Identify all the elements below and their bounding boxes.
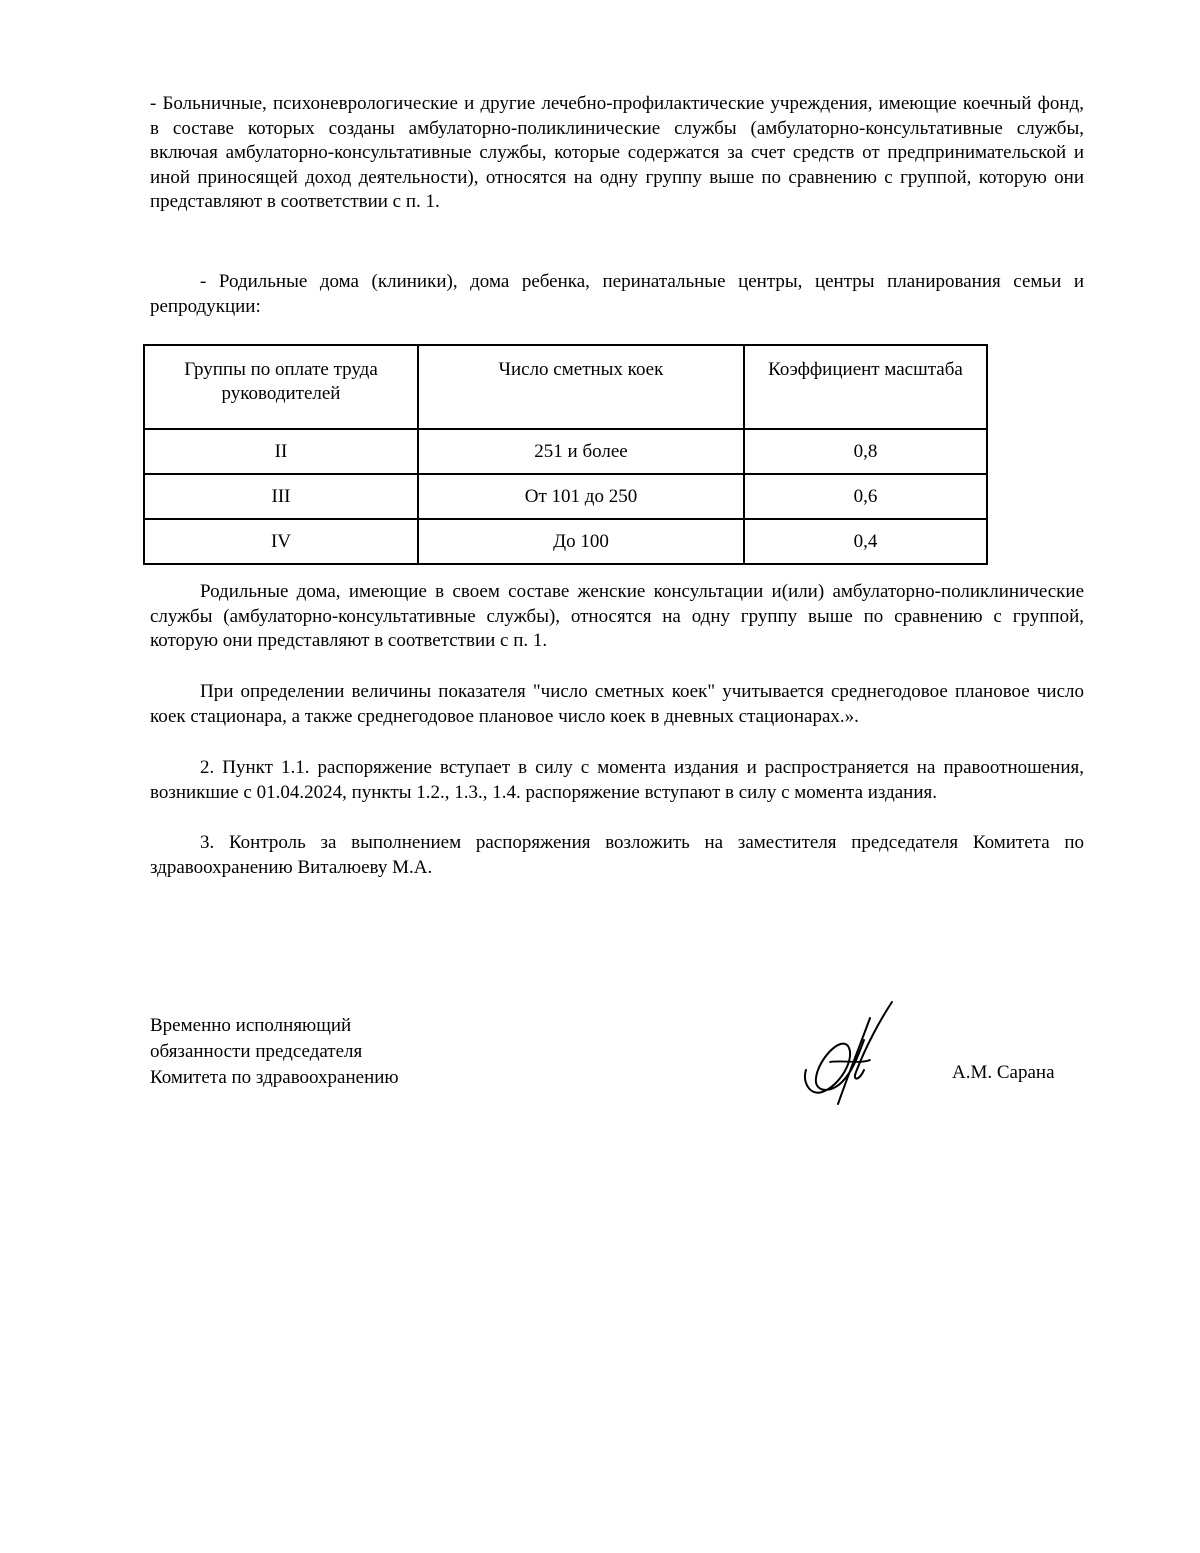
handwritten-signature xyxy=(800,1000,900,1110)
table-cell: От 101 до 250 xyxy=(418,474,744,519)
paragraph-point-3: 3. Контроль за выполнением распоряжения возложить на заместителя председателя Комитета по здравоохранению Виталюеву М.А. xyxy=(150,832,1084,878)
table-row xyxy=(144,429,987,474)
table-cell: До 100 xyxy=(418,519,744,564)
table-cell: III xyxy=(144,474,418,519)
paragraph-maternity-list: - Родильные дома (клиники), дома ребенка, перинатальные центры, центры планирования семьи и репродукции: xyxy=(150,271,1084,317)
table-cell: 0,6 xyxy=(744,474,987,519)
table-row xyxy=(144,474,987,519)
table-header-cell: Число сметных коек xyxy=(418,345,744,429)
paragraph-bed-count: При определении величины показателя "число сметных коек" учитывается среднегодовое плановое число коек стационара, а также среднегодовое плановое число коек в дневных стационарах.». xyxy=(150,681,1084,727)
table-header-cell: Коэффициент масштаба xyxy=(744,345,987,429)
table-cell: II xyxy=(144,429,418,474)
table-row xyxy=(144,519,987,564)
paragraph-point-2: 2. Пункт 1.1. распоряжение вступает в силу с момента издания и распространяется на правоотношения, возникшие с 01.04.2024, пункты 1.2., 1.3., 1.4. распоряжение вступают в силу с момента издания. xyxy=(150,757,1084,803)
position-line: обязанности председателя xyxy=(150,1041,363,1062)
table-header-cell: Группы по оплате труда руководителей xyxy=(144,345,418,429)
table-cell: 0,8 xyxy=(744,429,987,474)
groups-table xyxy=(143,344,988,565)
signatory-position xyxy=(150,1013,399,1091)
paragraph-maternity-consultations: Родильные дома, имеющие в своем составе женские консультации и(или) амбулаторно-поликлинические службы (амбулаторно-консультативные службы), относятся на одну группу выше по сравнению с группой, которую они представляют в соответствии с п. 1. xyxy=(150,581,1084,652)
position-line: Временно исполняющий xyxy=(150,1015,352,1036)
table-cell: 251 и более xyxy=(418,429,744,474)
paragraph-hospitals: - Больничные, психоневрологические и другие лечебно-профилактические учреждения, имеющие коечный фонд, в составе которых созданы амбулаторно-поликлинические службы (амбулаторно-консультативные службы, включая амбулаторно-консультативные службы, которые содержатся за счет средств от предпринимательской и иной приносящей доход деятельности), относятся на одну группу выше по сравнению с группой, которую они представляют в соответствии с п. 1. xyxy=(150,93,1084,213)
position-line: Комитета по здравоохранению xyxy=(150,1067,399,1088)
table-cell: IV xyxy=(144,519,418,564)
table-header-row xyxy=(144,345,987,429)
signatory-name: А.М. Сарана xyxy=(952,1062,1055,1083)
table-cell: 0,4 xyxy=(744,519,987,564)
